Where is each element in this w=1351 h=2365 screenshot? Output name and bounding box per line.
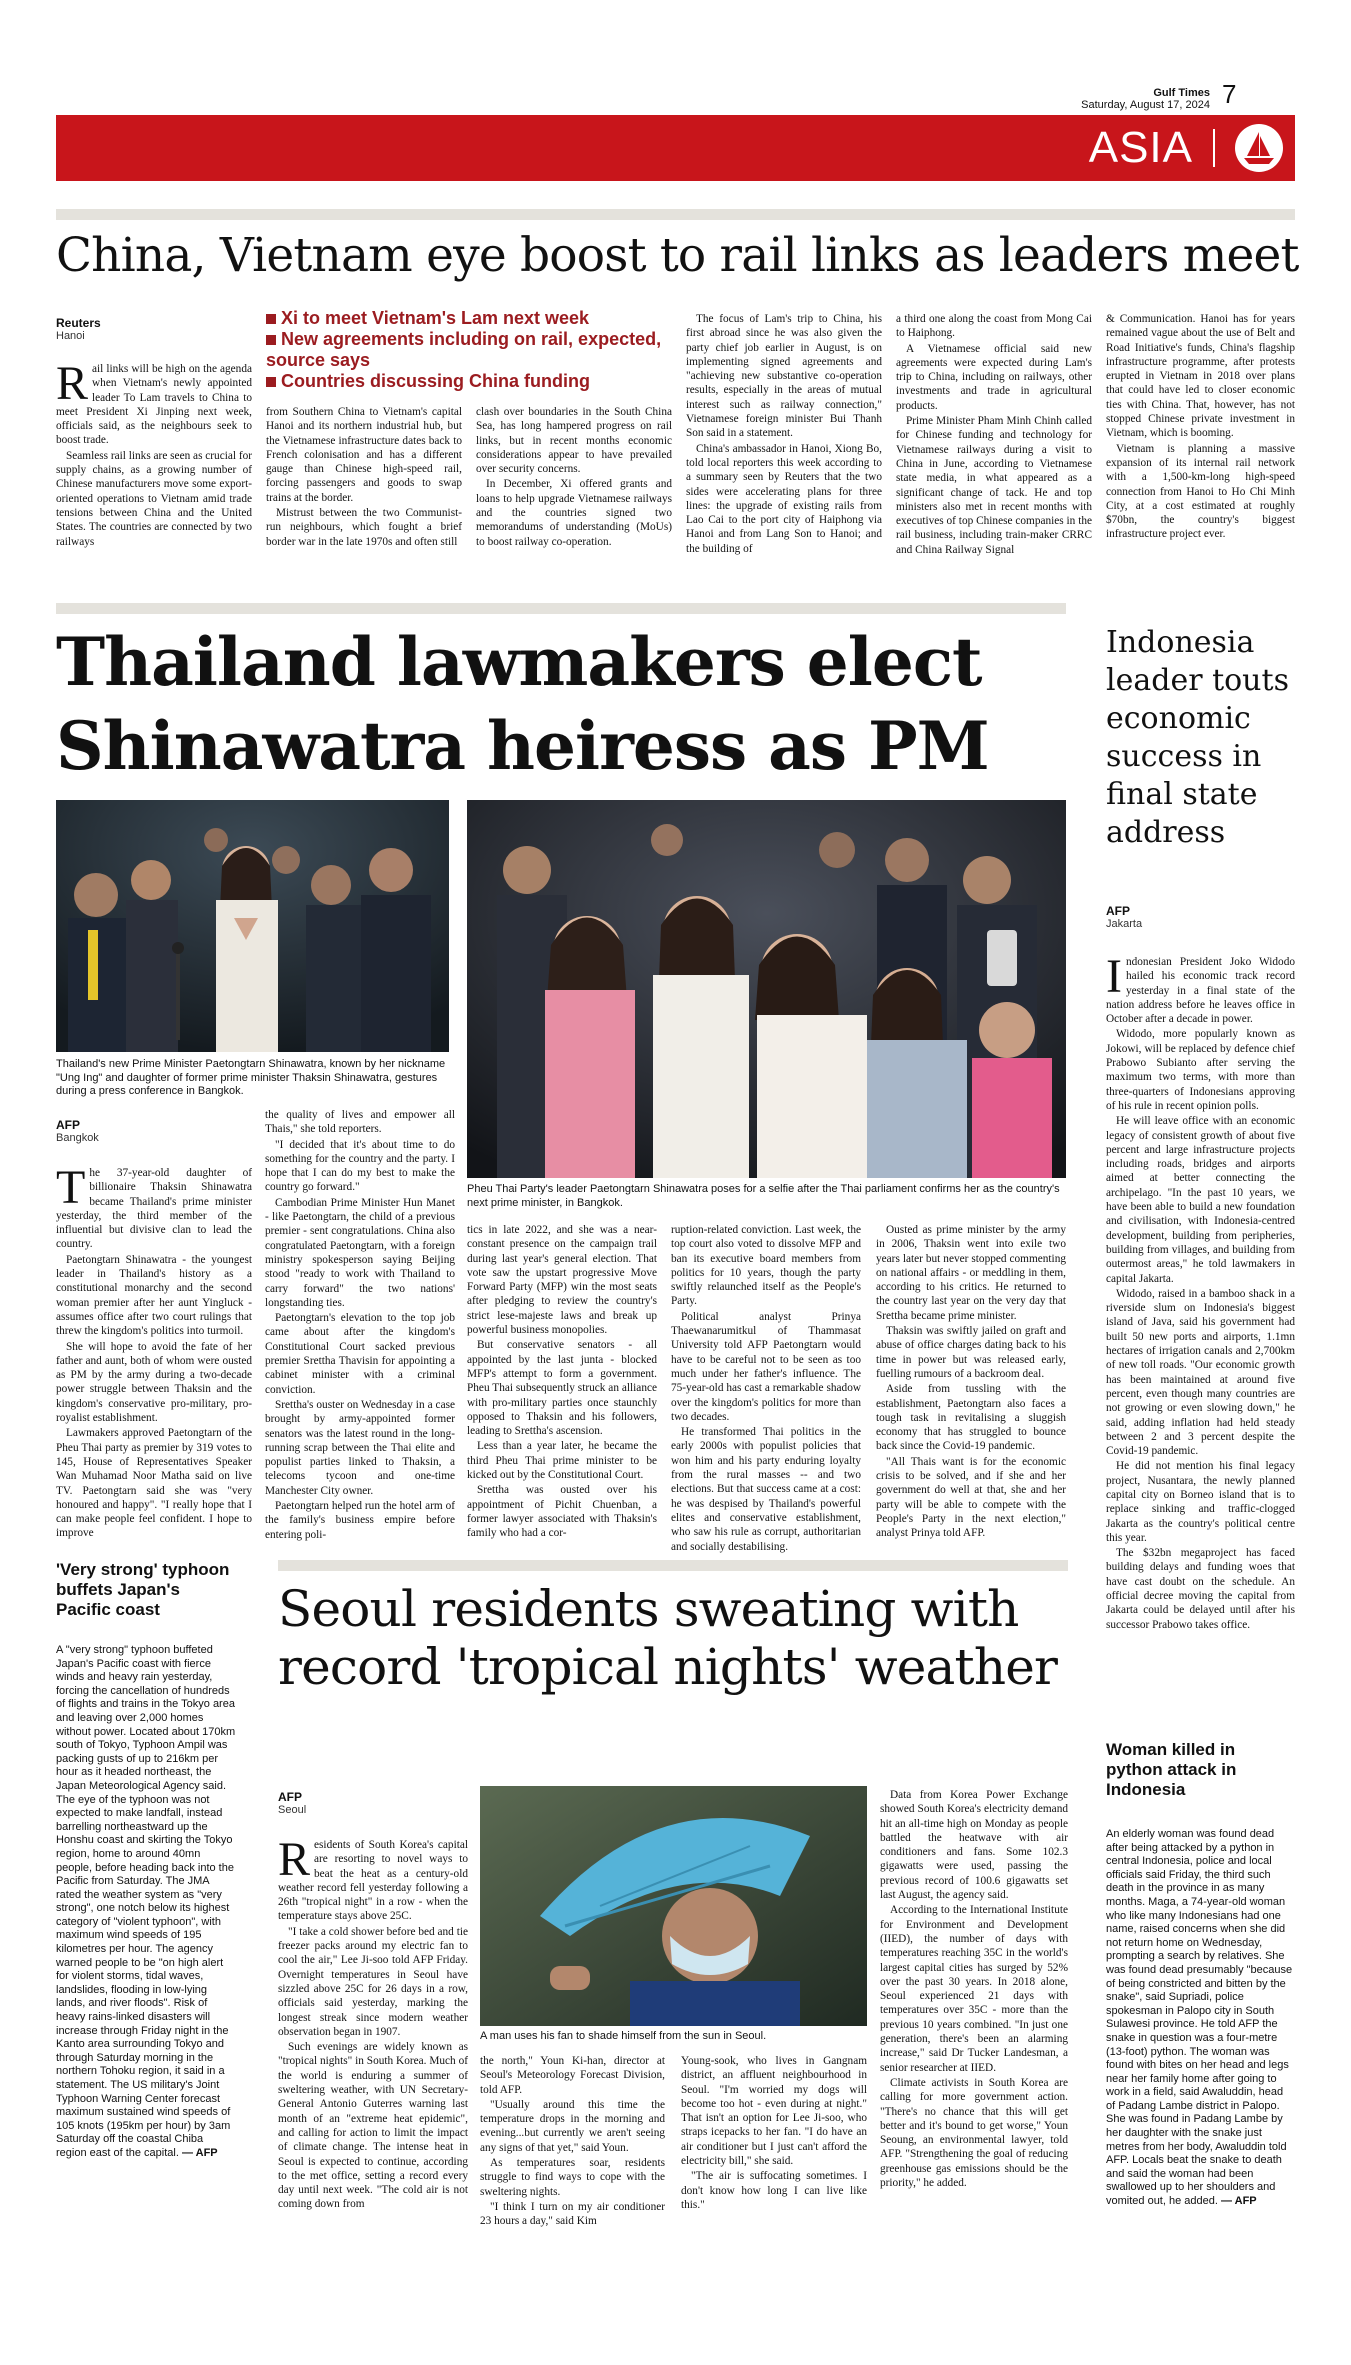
paper-name: Gulf Times xyxy=(1153,87,1210,99)
seoul-col-4: Data from Korea Power Exchange showed South Korea's electricity demand hit an all-time high on Monday as people battled the heatwave with air conditioners and fans. Some 102.3 gigawatts were used, passing the previous record of 100.6 gigawatts set last August, the agency said. According to the International Institute for Environment and Development (IIED), the number of days with temperatures reaching 35C in the world's largest capital cities has surged by 52% over the past 30 years. In 2018 alone, Seoul experienced 21 days with temperatures over 35C - more than the previous 10 years combined. "In just one generation, there's been an alarming increase," said Dr Tucker Landesman, a senior researcher at IIED. Climate activists in South Korea are calling for more government action. "There's no chance that this will get better and it's bound to get worse," Youn Seoung, an environmental lawyer, told AFP. "Strengthening the goal of reducing greenhouse gas emissions should be the priority," he added. xyxy=(880,1789,1068,2190)
china-col-5: a third one along the coast from Mong Cai to Haiphong. A Vietnamese official said new agreements were expected during Lam's trip to China, including on railways, other investments and trade in agricultural products. Prime Minister Pham Minh Chinh called for Chinese funding and technology for Vietnamese railways during a visit to China in June, according to Vietnamese state media, in what appeared as a significant change of tack. He and top ministers also met in recent months with executives of top Chinese companies in the rail business, including train-maker CRRC and China Railway Signal xyxy=(896,313,1092,556)
section-banner xyxy=(56,115,1295,181)
photo-paetongtarn-press xyxy=(56,800,449,1052)
section-title: ASIA xyxy=(1088,123,1193,172)
thailand-col-1: T he 37-year-old daughter of billionaire Thaksin Shinawatra became Thailand's prime minister yesterday, the third member of the influential but divisive clan to lead the country. Paetongtarn Shinawatra - the youngest leader in Thailand's history as a constitutional monarchy and the second woman premier after her aunt Yingluck - assumes office after two court rulings that threw the kingdom's politics into turmoil. She will hope to avoid the fate of her father and aunt, both of whom were ousted as PM by the army during a two-decade power struggle between Thaksin and the kingdom's conservative pro-military, pro-royalist establishment. Lawmakers approved Paetongtarn of the Pheu Thai party as premier by 319 votes to 145, House of Representatives Speaker Wan Muhamad Noor Matha said on live TV. Paetongtarn said she was "very honoured and happy". "I really hope that I can make people feel confident. I hope to improve xyxy=(56,1161,252,1540)
indonesia-byline xyxy=(1106,904,1142,931)
credit: AFP xyxy=(195,2146,218,2159)
credit: AFP xyxy=(1234,2195,1257,2208)
photo-caption: A man uses his fan to shade himself from the sun in Seoul. xyxy=(480,2030,767,2042)
seoul-byline xyxy=(278,1790,306,1817)
headline-seoul: Seoul residents sweating with record 'tropical nights' weather xyxy=(278,1580,1058,1696)
headline-thailand: Thailand lawmakers elect Shinawatra heiress as PM xyxy=(56,623,989,785)
seoul-col-2: the north," Youn Ki-han, director at Seoul's Meteorology Forecast Division, told AFP. "Usually around this time the temperature drops in the morning and evening...but currently we aren't seeing any signs of that yet," said Youn. As temperatures soar, residents struggle to find ways to cope with the sweltering nights. "I think I turn on my air conditioner 23 hours a day," said Kim xyxy=(480,2055,665,2228)
china-byline xyxy=(56,316,101,343)
python-body: An elderly woman was found dead after being attacked by a python in central Indonesia, police and local officials said Friday, the third such death in the province in as many months. Maga, a 74-year-old woman who like many Indonesians had one name, raised concerns when she did not return home on Wednesday, prompting a search by relatives. She was found dead presumably "because of being constricted and bitten by the snake", said Supriadi, police spokesman in Palopo city in South Sulawesi province. He told AFP the snake in question was a four-metre (13-foot) python. The woman was found with bites on her head and legs near her family home after going to work in a field, said Awaluddin, head of Padang Lambe district in Palopo. She was found in Padang Lambe by her daughter with the snake just metres from her body, Awaluddin told AFP. Locals beat the snake to death and said the woman had been swallowed up to her shoulders and vomited out, he added. — AFP xyxy=(1106,1828,1293,2208)
china-col-2: from Southern China to Vietnam's capital Hanoi and its northern industrial hub, but the Vietnamese infrastructure dates back to French colonisation and has a different gauge than Chinese high-speed rail, forcing passengers and goods to swap trains at the border. Mistrust between the two Communist-run neighbours, which fought a brief border war in the late 1970s and often still xyxy=(266,406,462,548)
indonesia-body: I ndonesian President Joko Widodo hailed his economic track record yesterday in a final state of the nation address before he leaves office in October after a decade in power. Widodo, more popularly known as Jokowi, will be replaced by defence chief Prabowo Subianto after serving the maximum two terms, with more than three-quarters of Indonesians approving of his rule in recent opinion polls. He will leave office with an economic legacy of consistent growth of about five percent and large infrastructure projects including roads, bridges and airports aimed at better connecting the archipelago. "In the past 10 years, we have been able to build a new foundation and civilisation, with Indonesia-centred development, building from peripheries, building from villages, and building from outermost areas," he told lawmakers in capital Jakarta. Widodo, raised in a bamboo shack in a riverside slum on Indonesia's biggest island of Java, said his government had built 50 new ports and airports, 1.1mn hectares of irrigation canals and 2,700km of new toll roads. "Our economic growth has been maintained at around five percent, even though many countries are not growing or even slowing down," he said, adding inflation had held steady between 2 and 3 percent despite the Covid-19 pandemic. He did not mention his final legacy project, Nusantara, the newly planned capital city on Borneo island that is to replace sinking and traffic-clogged Jakarta as the country's political centre this year. The $32bn megaproject has faced building delays and funding woes that have cast doubt on the schedule. An official decree moving the capital from Jakarta could be delayed until after his successor Prabowo takes office. xyxy=(1106,950,1295,1631)
byline-location: Bangkok xyxy=(56,1132,99,1144)
section-rule xyxy=(56,603,1066,614)
dropcap: R xyxy=(278,1833,311,1886)
china-col-4: The focus of Lam's trip to China, his first abroad since he was also given the party chief job earlier in August, is on implementing signed agreements and "achieving new substantive co-operation results, especially in the areas of mutual interest such as railway connection," Vietnamese foreign minister Bui Thanh Son said in a statement. China's ambassador in Hanoi, Xiong Bo, told local reporters this week according to a summary seen by Reuters that the two sides were accelerating plans for three lines: the upgrade of existing rails from Lao Cai to the port city of Haiphong via Hanoi and from Lang Son to Hanoi; and the building of xyxy=(686,313,882,555)
dropcap: I xyxy=(1106,950,1122,1003)
headline-typhoon: 'Very strong' typhoon buffets Japan's Pacific coast xyxy=(56,1560,230,1619)
typhoon-body: A "very strong" typhoon buffeted Japan's Pacific coast with fierce winds and heavy rain yesterday, forcing the cancellation of hundreds of flights and trains in the Tokyo area and leaving over 2,000 homes without power. Located about 170km south of Tokyo, Typhoon Ampil was packing gusts of up to 216km per hour as it headed northeast, the Japan Meteorological Agency said. The eye of the typhoon was not expected to make landfall, instead barrelling northeastward up the Honshu coast and skirting the Tokyo region, home to around 40mn people, before heading back into the Pacific from Saturday. The JMA rated the weather system as "very strong", one notch below its highest category of "violent typhoon", with maximum wind speeds of 195 kilometres per hour. The agency warned people to be "on high alert for violent storms, tidal waves, landslides, flooding in low-lying lands, and river floods". Risk of heavy rains-linked disasters will increase through Friday night in the Kanto area surrounding Tokyo and through Saturday morning in the northern Tohoku region, it said in a statement. The US military's Joint Typhoon Warning Center forecast maximum sustained wind speeds of 105 knots (195km per hour) by 3am Saturday off the coastal Chiba region east of the capital. — AFP xyxy=(56,1644,236,2159)
dropcap: R xyxy=(56,357,89,410)
photo-seoul-fan xyxy=(480,1786,867,2026)
byline-source: AFP xyxy=(278,1790,302,1804)
byline-location: Seoul xyxy=(278,1804,307,1816)
dhow-boat-icon xyxy=(1235,124,1283,172)
seoul-col-1: R esidents of South Korea's capital are resorting to novel ways to beat the heat as a century-old weather record fell yesterday following a 26th "tropical night" in a row - when the temperature stays above 25C. "I take a cold shower before bed and tie freezer packs around my electric fan to cool the air," Lee Ji-soo told AFP Friday. Overnight temperatures in Seoul have sizzled above 25C for 26 days in a row, officials said yesterday, marking the longest streak since modern weather observation began in 1907. Such evenings are widely known as "tropical nights" in South Korea. Much of the world is enduring a summer of sweltering weather, with UN Secretary-General Antonio Guterres warning last month of an "extreme heat epidemic", and calling for action to limit the impact of climate change. The intense heat in Seoul is expected to continue, according to the met office, setting a record every day until next week. "The cold air is not coming down from xyxy=(278,1833,468,2211)
page-number: 7 xyxy=(1222,79,1237,109)
seoul-col-3: Young-sook, who lives in Gangnam district, an affluent neighbourhood in Seoul. "I'm worried my dogs will become too hot - even during at night." That isn't an option for Lee Ji-soo, who straps icepacks to her fan. "I do have an air conditioner but I just can't afford the electricity bill," she said. "The air is suffocating sometimes. I don't know how long I can live like this." xyxy=(681,2055,867,2211)
section-divider xyxy=(1213,129,1215,167)
section-rule xyxy=(278,1560,1068,1571)
photo-paetongtarn-selfie xyxy=(467,800,1066,1178)
byline-location: Hanoi xyxy=(56,330,85,342)
byline-source: AFP xyxy=(1106,904,1130,918)
thailand-col-5: Ousted as prime minister by the army in 2006, Thaksin went into exile two years later but never stopped commenting on national affairs - or meddling in them, according to his critics. He returned to the country last year on the very day that Srettha became prime minister. Thaksin was swiftly jailed on graft and abuse of office charges dating back to his time in power but was released early, fuelling rumours of a backroom deal. Aside from tussling with the establishment, Paetongtarn also faces a tough task in revitalising a sluggish economy that has struggled to bounce back since the Covid-19 pandemic. "All Thais want is for the economic crisis to be solved, and if she and her government do well at that, she and her party will be able to compete with the People's Party in the next election," analyst Prinya told AFP. xyxy=(876,1224,1066,1540)
thailand-col-4: ruption-related conviction. Last week, the top court also voted to dissolve MFP and ban its executive board members from politics for 10 years, though the party swiftly relaunched itself as the People's Party. Political analyst Prinya Thaewanarumitkul of Thammasat University told AFP Paetongtarn would have to be careful not to be seen as too much under her father's influence. The 75-year-old has cast a remarkable shadow over the kingdom's politics for more than two decades. He transformed Thai politics in the early 2000s with populist policies that won him and his party enduring loyalty from the rural masses -- and two elections. But that success came at a cost: he was despised by Thailand's powerful elites and conservative establishment, who saw his rule as corrupt, authoritarian and socially destabilising. xyxy=(671,1224,861,1553)
china-col-1: R ail links will be high on the agenda when Vietnam's newly appointed leader To Lam travels to China to meet President Xi Jinping next week, officials said, as the neighbours seek to boost trade. Seamless rail links are seen as crucial for supply chains, as a growing number of Chinese manufacturers move some export-oriented operations to Vietnam amid trade tensions between China and the United States. The countries are connected by two railways xyxy=(56,357,253,548)
highlight-item: Xi to meet Vietnam's Lam next week xyxy=(266,308,696,329)
thailand-byline xyxy=(56,1118,99,1145)
china-col-6: & Communication. Hanoi has for years remained vague about the use of Belt and Road Initiative's funds, China's flagship infrastructure programme, after protests erupted in Vietnam in 2018 over plans that could have led to closer economic ties with China. That, however, has not stopped Chinese private investment in Vietnam, which is booming. Vietnam is planning a massive expansion of its internal rail network with a 1,500-km-long high-speed connection from Hanoi to Ho Chi Minh City, at a cost estimated at roughly $70bn, the country's biggest infrastructure project ever. xyxy=(1106,313,1295,541)
headline-indonesia: Indonesia leader touts economic success in final state address xyxy=(1106,625,1289,850)
photo-caption: Thailand's new Prime Minister Paetongtarn Shinawatra, known by her nickname "Ung Ing" and daughter of former prime minister Thaksin Shinawatra, gestures during a press conference in Bangkok. xyxy=(56,1058,446,1097)
headline-china-vietnam: China, Vietnam eye boost to rail links as leaders meet xyxy=(56,228,1299,283)
headline-python: Woman killed in python attack in Indonesia xyxy=(1106,1740,1237,1799)
china-col-3: clash over boundaries in the South China Sea, has long hampered progress on rail links, but in recent months economic considerations appear to have prevailed over security concerns. In December, Xi offered grants and loans to help upgrade Vietnamese railways and the countries signed two memorandums of understanding (MoUs) to boost railway co-operation. xyxy=(476,406,672,548)
thailand-col-3: tics in late 2022, and she was a near-constant presence on the campaign trail during last year's general election. That vote saw the upstart progressive Move Forward Party (MFP) win the most seats after pledging to review the country's strict lese-majeste laws and break up powerful business monopolies. But conservative senators - all appointed by the last junta - blocked MFP's attempt to form a government. Pheu Thai subsequently struck an alliance with pro-military parties once staunchly opposed to Thaksin and his followers, leading to Srettha's ascension. Less than a year later, he became the third Pheu Thai prime minister to be kicked out by the Constitutional Court. Srettha was ousted over his appointment of Pichit Chuenban, a former lawyer associated with Thaksin's family who had a cor- xyxy=(467,1224,657,1540)
issue-date: Saturday, August 17, 2024 xyxy=(1081,99,1210,111)
photo-caption: Pheu Thai Party's leader Paetongtarn Shinawatra poses for a selfie after the Thai parliament confirms her as the country's next prime minister, in Bangkok. xyxy=(467,1183,1060,1209)
byline-source: Reuters xyxy=(56,316,101,330)
thailand-col-2: the quality of lives and empower all Thais," she told reporters. "I decided that it's about time to do something for the country and the party. I hope that I can do my best to make the country go forward." Cambodian Prime Minister Hun Manet - like Paetongtarn, the child of a previous premier - sent congratulations. China also congratulated Paetongtarn, with a foreign ministry spokesperson saying Beijing stood "ready to work with Thailand to carry forward" the two nations' longstanding ties. Paetongtarn's elevation to the top job came about after the kingdom's Constitutional Court sacked previous premier Srettha Thavisin for appointing a cabinet minister with a criminal conviction. Srettha's ouster on Wednesday in a case brought by army-appointed former senators was the latest round in the long-running scrap between the Thai elite and populist parties linked to Thaksin, a telecoms tycoon and one-time Manchester City owner. Paetongtarn helped run the hotel arm of the family's business empire before entering poli- xyxy=(265,1109,455,1541)
byline-source: AFP xyxy=(56,1118,80,1132)
dropcap: T xyxy=(56,1161,86,1214)
highlight-item: New agreements including on rail, expected, source says xyxy=(266,329,662,370)
china-highlights xyxy=(266,308,696,392)
section-rule xyxy=(56,209,1295,220)
highlight-item: Countries discussing China funding xyxy=(266,371,696,392)
byline-location: Jakarta xyxy=(1106,918,1143,930)
